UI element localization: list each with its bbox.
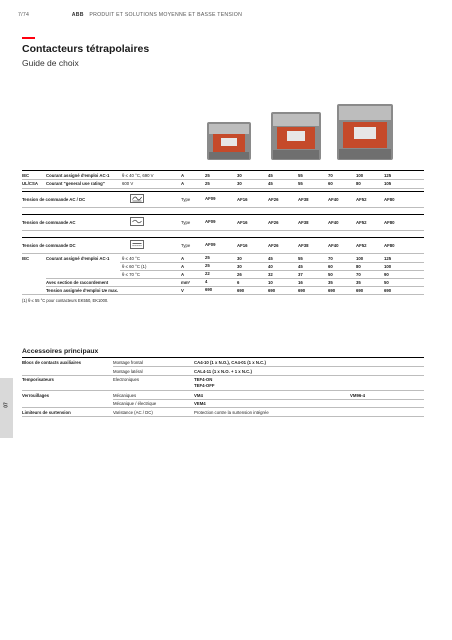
accessory-sub: Varistance (AC / DC) xyxy=(113,410,153,415)
accessory-category: Limiteurs de surtension xyxy=(22,410,71,415)
row-label: Tension de commande AC xyxy=(22,220,76,225)
accessory-value: VEM4 xyxy=(194,401,206,406)
cell: AF16 xyxy=(237,243,248,248)
cell: 100 xyxy=(384,264,392,269)
accessory-value: TEF4-ON xyxy=(194,377,213,382)
std-label: IEC xyxy=(22,173,30,178)
cell: AF40 xyxy=(328,220,339,225)
cell: AF16 xyxy=(237,220,248,225)
cell: 25 xyxy=(205,255,210,260)
accessory-value: VM4 xyxy=(194,393,203,398)
contactor-small-image xyxy=(207,122,251,160)
cell: AF80 xyxy=(384,197,395,202)
cell: AF09 xyxy=(205,196,216,201)
accessory-sub: Montage frontal xyxy=(113,360,143,365)
cell: 50 xyxy=(328,272,333,277)
cell: AF40 xyxy=(328,197,339,202)
cell: 125 xyxy=(384,173,392,178)
cell: 37 xyxy=(298,272,303,277)
row-divider xyxy=(22,188,424,189)
cell: 25 xyxy=(205,173,210,178)
accessories-title: Accessoires principaux xyxy=(22,348,99,355)
cell: 35 xyxy=(356,280,361,285)
accessory-sub: Mécanique / électrique xyxy=(113,401,157,406)
cell: 690 xyxy=(268,288,276,293)
ac-dc-coil-icon xyxy=(130,194,144,203)
cell: 690 xyxy=(384,288,392,293)
std-label: IEC xyxy=(22,256,30,261)
row-divider xyxy=(22,294,424,295)
cell: 690 xyxy=(298,288,306,293)
row-divider xyxy=(120,270,424,271)
cell: 100 xyxy=(356,173,364,178)
row-label: Tension de commande AC / DC xyxy=(22,197,86,202)
cell: 6 xyxy=(237,280,240,285)
cell: AF52 xyxy=(356,220,367,225)
accessory-value: CA4-10 (1 x N.O.), CA4-01 (1 x N.C.) xyxy=(194,360,266,365)
cell: 30 xyxy=(237,181,242,186)
cell: 16 xyxy=(298,280,303,285)
cell: 32 xyxy=(268,272,273,277)
accessory-value-2: VM96-4 xyxy=(350,393,366,398)
cell: AF38 xyxy=(298,220,309,225)
cell: 30 xyxy=(237,256,242,261)
row-divider xyxy=(22,375,424,376)
cell: 55 xyxy=(298,256,303,261)
cell: AF26 xyxy=(268,243,279,248)
footnote: (1) θ ≤ 55 °C pour contacteurs EK550, EK1000. xyxy=(22,298,109,303)
row-unit: A xyxy=(181,173,185,178)
row-condition: θ ≤ 40 °C, 690 V xyxy=(122,173,154,178)
row-divider xyxy=(22,253,424,254)
accessory-value: CAL4-11 (1 x N.O. + 1 x N.C.) xyxy=(194,369,252,374)
table-rule xyxy=(22,214,424,215)
row-divider xyxy=(22,416,424,417)
chapter-tab xyxy=(0,378,13,438)
accessory-value: TEF4-OFF xyxy=(194,383,215,388)
cell: 55 xyxy=(298,173,303,178)
page-header xyxy=(18,12,242,18)
cell: 105 xyxy=(384,181,392,186)
cell: AF26 xyxy=(268,197,279,202)
cell: 690 xyxy=(356,288,364,293)
cell: 70 xyxy=(328,173,333,178)
cell: 70 xyxy=(356,272,361,277)
cell: AF09 xyxy=(205,219,216,224)
row-label: Avec section de raccordement xyxy=(46,280,109,285)
row-unit: A xyxy=(181,181,185,186)
accessory-value: Protection contre la surtension intégrée xyxy=(194,410,269,415)
contactor-large-image xyxy=(337,104,393,160)
row-divider xyxy=(22,407,424,408)
accessory-category: Verrouillages xyxy=(22,393,49,398)
type-label: Type xyxy=(181,220,191,225)
page-subtitle: Guide de choix xyxy=(22,58,79,68)
row-divider xyxy=(22,207,424,208)
cell: 45 xyxy=(268,181,273,186)
cell: 45 xyxy=(298,264,303,269)
ac-coil-icon xyxy=(130,217,144,226)
row-condition: θ ≤ 60 °C (1) xyxy=(122,264,147,269)
cell: 80 xyxy=(356,181,361,186)
cell: 25 xyxy=(205,263,210,268)
cell: AF52 xyxy=(356,243,367,248)
cell: 100 xyxy=(356,256,364,261)
dc-coil-icon xyxy=(130,240,144,249)
cell: 30 xyxy=(237,173,242,178)
row-divider xyxy=(120,262,424,263)
cell: AF40 xyxy=(328,243,339,248)
cell: 55 xyxy=(298,181,303,186)
cell: 4 xyxy=(205,279,208,284)
row-condition: 600 V xyxy=(122,181,134,186)
row-unit: A xyxy=(181,256,185,261)
cell: 22 xyxy=(205,271,210,276)
type-label: Type xyxy=(181,243,191,248)
section-label: PRODUIT ET SOLUTIONS MOYENNE ET BASSE TENSION xyxy=(89,12,243,18)
contactor-medium-image xyxy=(271,112,321,160)
cell: 40 xyxy=(268,264,273,269)
cell: 60 xyxy=(328,264,333,269)
row-unit: mm² xyxy=(181,280,191,285)
std-label: UL/CSA xyxy=(22,181,38,186)
cell: 10 xyxy=(268,280,273,285)
cell: 60 xyxy=(328,181,333,186)
row-label: Tension de commande DC xyxy=(22,243,76,248)
accessory-sub: Montage latéral xyxy=(113,369,143,374)
cell: 26 xyxy=(237,272,242,277)
cell: 70 xyxy=(328,256,333,261)
cell: 45 xyxy=(268,256,273,261)
cell: AF38 xyxy=(298,197,309,202)
accessory-category: Blocs de contacts auxiliaires xyxy=(22,360,81,365)
cell: AF80 xyxy=(384,220,395,225)
accessory-sub: Mécaniques xyxy=(113,393,137,398)
cell: 90 xyxy=(384,272,389,277)
accessory-category: Temporisateurs xyxy=(22,377,54,382)
table-rule xyxy=(22,170,424,171)
row-unit: A xyxy=(181,272,185,277)
cell: 80 xyxy=(356,264,361,269)
cell: 690 xyxy=(237,288,245,293)
cell: AF16 xyxy=(237,197,248,202)
table-rule xyxy=(22,191,424,192)
cell: AF52 xyxy=(356,197,367,202)
row-unit: A xyxy=(181,264,185,269)
cell: 45 xyxy=(268,173,273,178)
chapter-tab-label: 07 xyxy=(3,402,10,408)
row-condition: θ ≤ 70 °C xyxy=(122,272,140,277)
row-label: Tension assignée d'emploi Ue max. xyxy=(46,288,119,293)
row-divider xyxy=(46,286,424,287)
row-unit: V xyxy=(181,288,184,293)
contactor-product-images xyxy=(205,100,395,164)
cell: 25 xyxy=(205,181,210,186)
cell: 50 xyxy=(384,280,389,285)
page-number: 7/74 xyxy=(18,12,30,18)
cell: AF38 xyxy=(298,243,309,248)
table-rule xyxy=(22,357,424,358)
row-divider xyxy=(22,230,424,231)
type-label: Type xyxy=(181,197,191,202)
row-divider xyxy=(22,390,424,391)
cell: AF26 xyxy=(268,220,279,225)
cell: 690 xyxy=(205,287,213,292)
cell: 30 xyxy=(237,264,242,269)
row-divider xyxy=(22,179,424,180)
row-divider xyxy=(113,366,424,367)
row-label: Courant assigné d'emploi AC-1 xyxy=(46,256,110,261)
brand-label: ABB xyxy=(71,12,84,18)
row-label: Courant assigné d'emploi AC-1 xyxy=(46,173,110,178)
cell: AF09 xyxy=(205,242,216,247)
row-divider xyxy=(46,278,424,279)
row-condition: θ ≤ 40 °C xyxy=(122,256,140,261)
table-rule xyxy=(22,237,424,238)
row-divider xyxy=(113,399,424,400)
row-label: Courant "general use rating" xyxy=(46,181,105,186)
cell: AF80 xyxy=(384,243,395,248)
cell: 35 xyxy=(328,280,333,285)
page-title: Contacteurs tétrapolaires xyxy=(22,43,150,55)
cell: 690 xyxy=(328,288,336,293)
accessory-sub: Electroniques xyxy=(113,377,140,382)
cell: 125 xyxy=(384,256,392,261)
accent-bar xyxy=(22,37,35,39)
